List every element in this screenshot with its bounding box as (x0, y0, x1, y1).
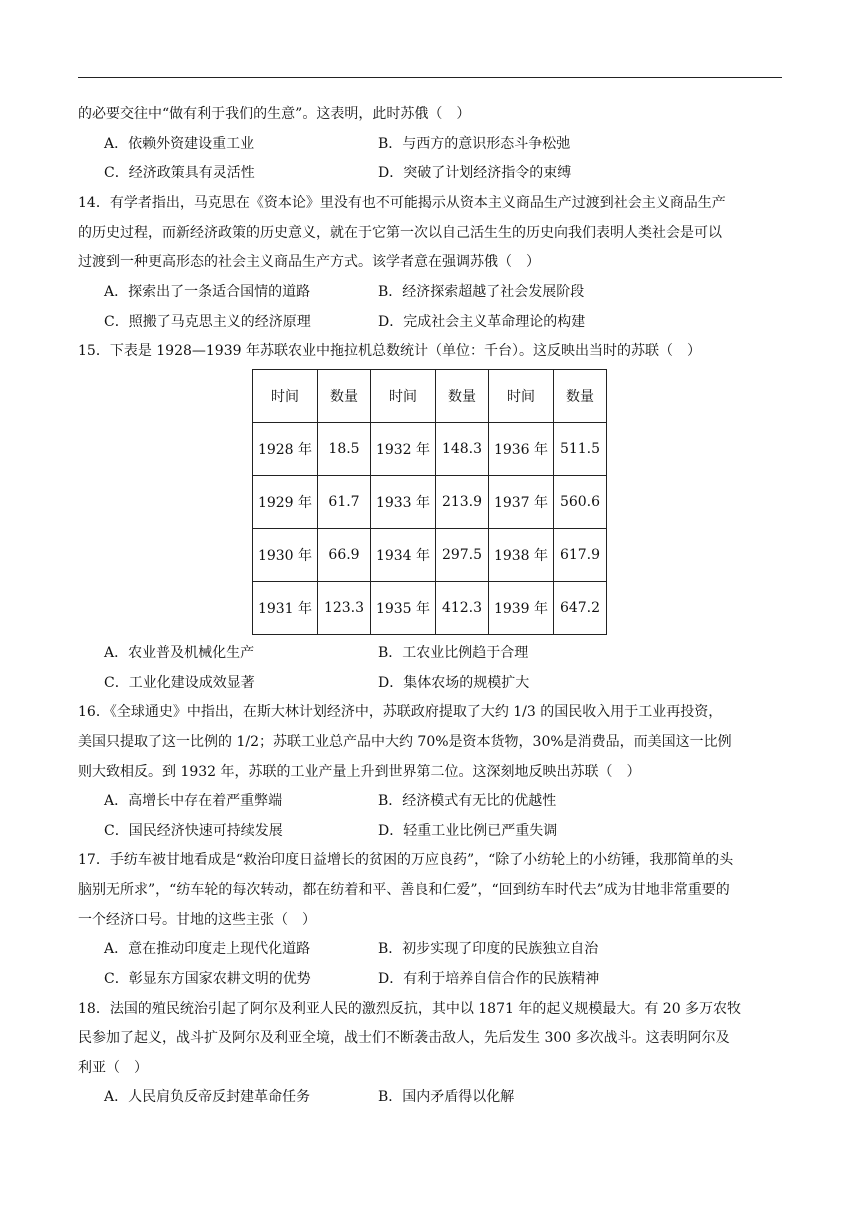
table-row (253, 582, 607, 635)
table-cell: 297.5 (436, 529, 489, 582)
table-header-cell: 数量 (554, 370, 607, 423)
q14-option-b[interactable]: B．经济探索超越了社会发展阶段 (378, 284, 585, 300)
q18-option-b[interactable]: B．国内矛盾得以化解 (378, 1089, 515, 1105)
table-cell: 1938 年 (489, 529, 554, 582)
table-cell: 617.9 (554, 529, 607, 582)
q14-stem-line3: 过渡到一种更高形态的社会主义商品生产方式。该学者意在强调苏俄（ ） (78, 254, 540, 270)
table-cell: 213.9 (436, 476, 489, 529)
q15-option-d[interactable]: D．集体农场的规模扩大 (378, 675, 530, 691)
table-cell: 18.5 (318, 423, 371, 476)
table-cell: 1935 年 (371, 582, 436, 635)
table-cell: 1930 年 (253, 529, 318, 582)
q17-stem-line1: 17．手纺车被甘地看成是“救治印度日益增长的贫困的万应良药”，“除了小纺轮上的小纺锤，我那简单的头 (78, 852, 734, 868)
table-header-row (253, 370, 607, 423)
q17-option-c[interactable]: C．彰显东方国家农耕文明的优势 (104, 971, 311, 987)
table-header-cell: 数量 (436, 370, 489, 423)
q16-stem-line1: 16．《全球通史》中指出，在斯大林计划经济中，苏联政府提取了大约 1/3 的国民收入用于工业再投资， (78, 704, 723, 720)
table-cell: 1939 年 (489, 582, 554, 635)
table-cell: 647.2 (554, 582, 607, 635)
table-header-cell: 时间 (489, 370, 554, 423)
table-row (253, 423, 607, 476)
q16-option-b[interactable]: B．经济模式有无比的优越性 (378, 793, 557, 809)
q17-option-b[interactable]: B．初步实现了印度的民族独立自治 (378, 941, 599, 957)
tractor-table (252, 369, 607, 635)
header-rule (78, 77, 782, 78)
table-cell: 1934 年 (371, 529, 436, 582)
table-cell: 61.7 (318, 476, 371, 529)
table-cell: 1936 年 (489, 423, 554, 476)
q16-option-c[interactable]: C．国民经济快速可持续发展 (104, 823, 283, 839)
q15-stem: 15．下表是 1928—1939 年苏联农业中拖拉机总数统计（单位：千台）。这反映出当时的苏联（ ） (78, 343, 701, 359)
q17-option-d[interactable]: D．有利于培养自信合作的民族精神 (378, 971, 600, 987)
q18-option-a[interactable]: A．人民肩负反帝反封建革命任务 (104, 1089, 311, 1105)
q13-option-c[interactable]: C．经济政策具有灵活性 (104, 165, 255, 181)
q13-option-d[interactable]: D．突破了计划经济指令的束缚 (378, 165, 572, 181)
table-header-cell: 时间 (371, 370, 436, 423)
table-cell: 1937 年 (489, 476, 554, 529)
table-cell: 1931 年 (253, 582, 318, 635)
q14-option-c[interactable]: C．照搬了马克思主义的经济原理 (104, 314, 311, 330)
table-cell: 1928 年 (253, 423, 318, 476)
table-header-cell: 数量 (318, 370, 371, 423)
table-cell: 1932 年 (371, 423, 436, 476)
table-cell: 1933 年 (371, 476, 436, 529)
q16-option-d[interactable]: D．轻重工业比例已严重失调 (378, 823, 558, 839)
q14-option-a[interactable]: A．探索出了一条适合国情的道路 (104, 284, 311, 300)
q13-option-b[interactable]: B．与西方的意识形态斗争松弛 (378, 136, 571, 152)
q17-stem-line3: 一个经济口号。甘地的这些主张（ ） (78, 912, 316, 928)
q13-option-a[interactable]: A．依赖外资建设重工业 (104, 136, 255, 152)
table-cell: 66.9 (318, 529, 371, 582)
table-row (253, 529, 607, 582)
q15-option-b[interactable]: B．工农业比例趋于合理 (378, 645, 529, 661)
q15-option-c[interactable]: C．工业化建设成效显著 (104, 675, 255, 691)
table-cell: 511.5 (554, 423, 607, 476)
table-cell: 1929 年 (253, 476, 318, 529)
q16-option-a[interactable]: A．高增长中存在着严重弊端 (104, 793, 283, 809)
q14-stem-line1: 14．有学者指出，马克思在《资本论》里没有也不可能揭示从资本主义商品生产过渡到社会主义商品生产 (78, 195, 726, 211)
q18-stem-line2: 民参加了起义，战斗扩及阿尔及利亚全境，战士们不断袭击敌人，先后发生 300 多次战斗。这表明阿尔及 (78, 1030, 730, 1046)
q15-option-a[interactable]: A．农业普及机械化生产 (104, 645, 255, 661)
table-header-cell: 时间 (253, 370, 318, 423)
table-cell: 148.3 (436, 423, 489, 476)
q16-stem-line3: 则大致相反。到 1932 年，苏联的工业产量上升到世界第二位。这深刻地反映出苏联（ ） (78, 764, 641, 780)
q18-stem-line3: 利亚（ ） (78, 1060, 148, 1076)
table-cell: 560.6 (554, 476, 607, 529)
q17-option-a[interactable]: A．意在推动印度走上现代化道路 (104, 941, 311, 957)
q16-stem-line2: 美国只提取了这一比例的 1/2；苏联工业总产品中大约 70%是资本货物，30%是消费品，而美国这一比例 (78, 734, 732, 750)
q18-stem-line1: 18．法国的殖民统治引起了阿尔及利亚人民的激烈反抗，其中以 1871 年的起义规模最大。有 20 多万农牧 (78, 1001, 742, 1017)
q14-option-d[interactable]: D．完成社会主义革命理论的构建 (378, 314, 586, 330)
table-cell: 123.3 (318, 582, 371, 635)
table-row (253, 476, 607, 529)
table-cell: 412.3 (436, 582, 489, 635)
q17-stem-line2: 脑别无所求”，“纺车轮的每次转动，都在纺着和平、善良和仁爱”，“回到纺车时代去”成为甘地非常重要的 (78, 882, 730, 898)
q14-stem-line2: 的历史过程，而新经济政策的历史意义，就在于它第一次以自己活生生的历史向我们表明人类社会是可以 (78, 225, 722, 241)
q13-stem-end: 的必要交往中“做有利于我们的生意”。这表明，此时苏俄（ ） (78, 106, 471, 122)
